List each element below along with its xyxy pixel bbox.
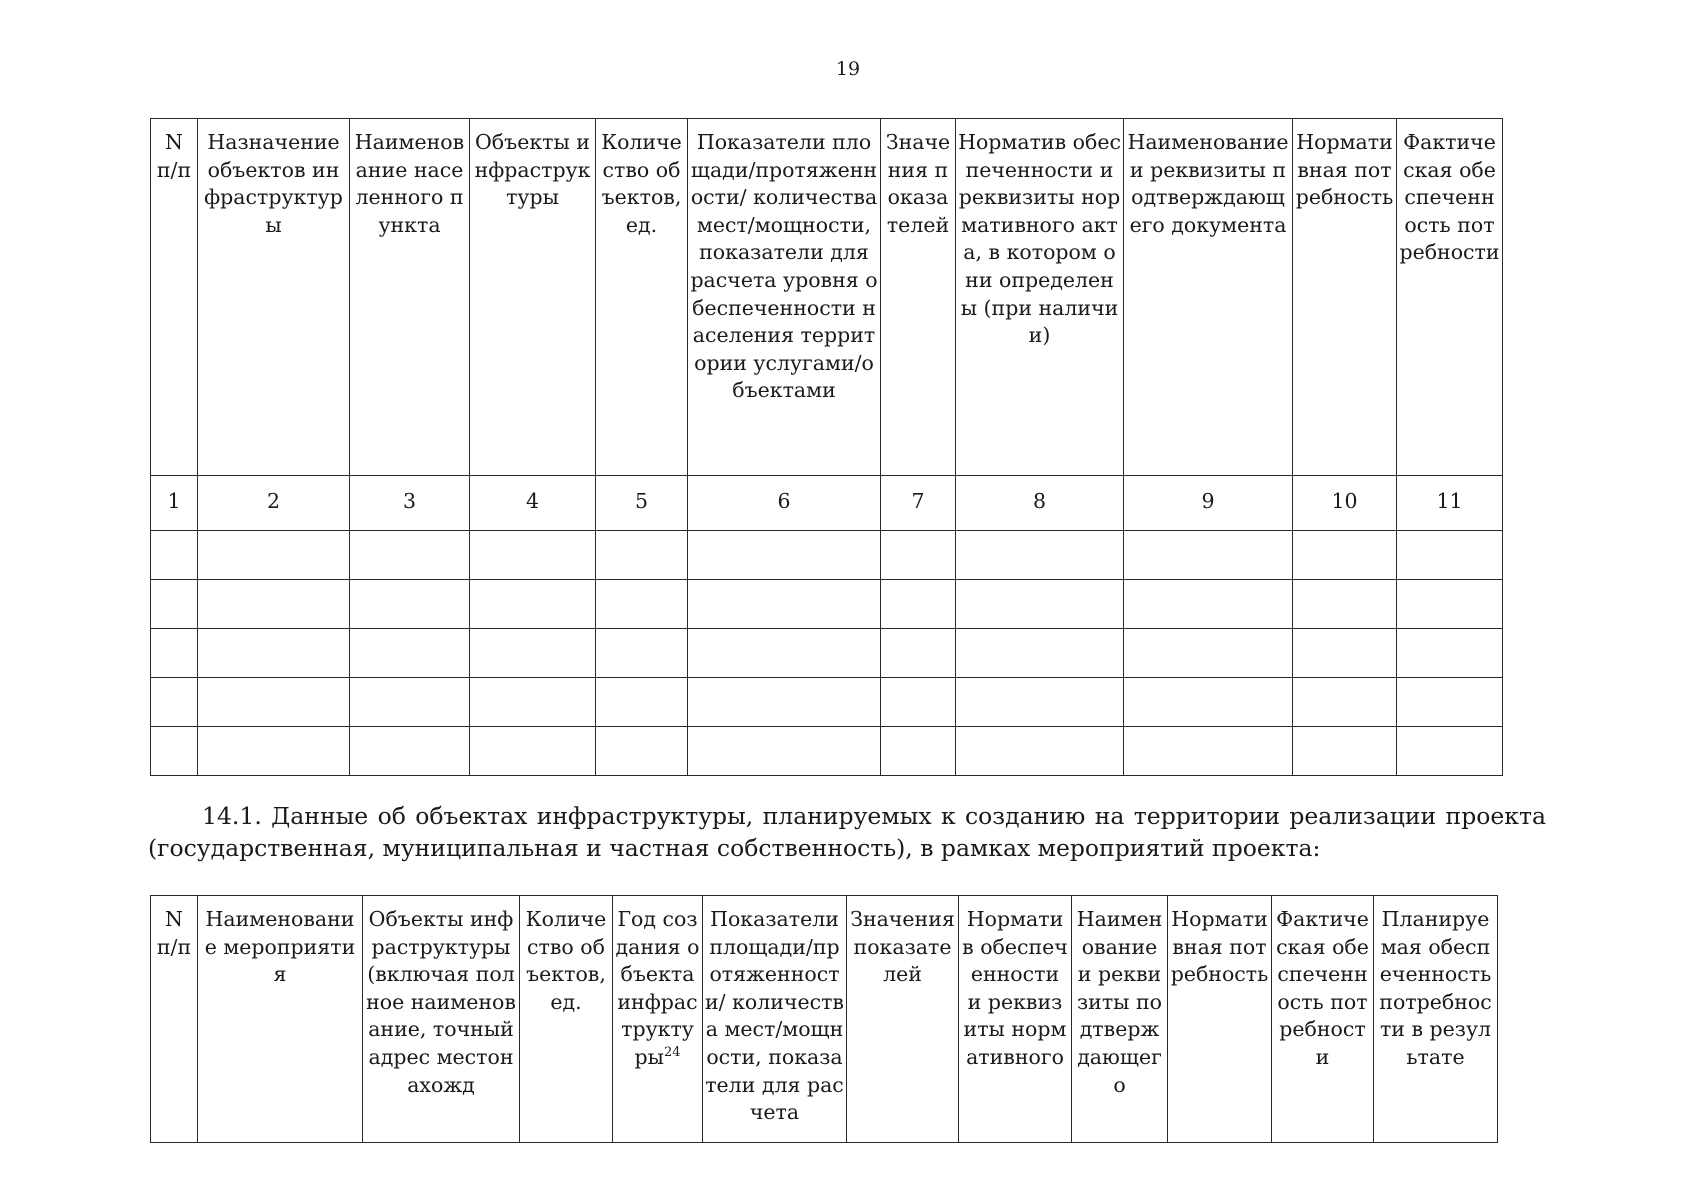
column-number: 5 <box>596 476 688 531</box>
table-row <box>151 580 1503 629</box>
header-cell-indicators: Показатели площади/протяженности/ количества мест/мощности, показатели для расчета <box>703 896 847 1143</box>
table-cell <box>1397 727 1503 776</box>
table-cell <box>1293 629 1397 678</box>
table-cell <box>1397 580 1503 629</box>
header-cell-activity-name: Наименование мероприятия <box>198 896 363 1143</box>
column-number: 3 <box>350 476 470 531</box>
table-cell <box>596 580 688 629</box>
column-number: 11 <box>1397 476 1503 531</box>
table-cell <box>151 727 198 776</box>
table-cell <box>956 678 1124 727</box>
table-cell <box>151 531 198 580</box>
header-cell-document: Наименование и реквизиты подтверждающего документа <box>1124 119 1293 476</box>
page-number: 19 <box>835 58 861 80</box>
table-cell <box>1397 629 1503 678</box>
table-cell <box>956 727 1124 776</box>
table-row <box>151 678 1503 727</box>
table-header-row <box>151 896 1498 1143</box>
header-cell-document: Наименование и реквизиты подтверждающего <box>1072 896 1168 1143</box>
column-number: 9 <box>1124 476 1293 531</box>
header-cell-number: N п/п <box>151 896 198 1143</box>
column-number: 4 <box>470 476 596 531</box>
table-cell <box>881 531 956 580</box>
table-cell <box>470 727 596 776</box>
column-number: 10 <box>1293 476 1397 531</box>
table-cell <box>1293 727 1397 776</box>
infrastructure-table <box>150 118 1503 776</box>
header-cell-actual-provision: Фактическая обеспеченность потребности <box>1397 119 1503 476</box>
table-cell <box>198 580 350 629</box>
table-cell <box>470 531 596 580</box>
table-cell <box>1124 678 1293 727</box>
table-cell <box>1293 531 1397 580</box>
table-cell <box>350 580 470 629</box>
header-cell-creation-year <box>613 896 703 1143</box>
header-cell-values: Значения показателей <box>847 896 959 1143</box>
table-cell <box>1293 678 1397 727</box>
table-cell <box>881 580 956 629</box>
table-cell <box>956 629 1124 678</box>
header-cell-settlement: Наименование населенного пункта <box>350 119 470 476</box>
table-cell <box>881 678 956 727</box>
column-number: 2 <box>198 476 350 531</box>
header-cell-number: N п/п <box>151 119 198 476</box>
column-number: 1 <box>151 476 198 531</box>
table-cell <box>956 580 1124 629</box>
table-cell <box>198 629 350 678</box>
header-cell-normative-need: Нормативная потребность <box>1293 119 1397 476</box>
table-row <box>151 727 1503 776</box>
table-cell <box>1293 580 1397 629</box>
table-cell <box>470 629 596 678</box>
table-cell <box>596 629 688 678</box>
table-cell <box>151 629 198 678</box>
section-paragraph: 14.1. Данные об объектах инфраструктуры, планируемых к созданию на территории реализации проекта (государственная, муниципальная и частная собственность), в рамках мероприятий проекта: <box>148 802 1546 862</box>
table-cell <box>1124 629 1293 678</box>
header-cell-planned-provision: Планируемая обеспеченность потребности в результате <box>1374 896 1498 1143</box>
header-cell-creation-year-text: Год создания объекта инфраструктуры <box>615 907 700 1069</box>
header-cell-objects: Объекты инфраструктуры (включая полное наименование, точный адрес местонахожд <box>363 896 520 1143</box>
table-cell <box>470 580 596 629</box>
table-row <box>151 531 1503 580</box>
planned-infrastructure-table <box>150 895 1498 1143</box>
footnote-mark: 24 <box>663 1045 681 1061</box>
header-cell-actual-provision: Фактическая обеспеченность потребности <box>1272 896 1374 1143</box>
column-number-row <box>151 476 1503 531</box>
table-cell <box>1124 580 1293 629</box>
table-cell <box>688 531 881 580</box>
table-cell <box>350 629 470 678</box>
table-cell <box>350 727 470 776</box>
header-cell-quantity: Количество объектов, ед. <box>520 896 613 1143</box>
header-cell-normative-need: Нормативная потребность <box>1168 896 1272 1143</box>
table-cell <box>688 580 881 629</box>
column-number: 8 <box>956 476 1124 531</box>
table-cell <box>1397 678 1503 727</box>
table-cell <box>881 727 956 776</box>
table-header-row <box>151 119 1503 476</box>
table-cell <box>350 531 470 580</box>
table-cell <box>151 580 198 629</box>
table-cell <box>198 531 350 580</box>
header-cell-purpose: Назначение объектов инфраструктуры <box>198 119 350 476</box>
table-cell <box>470 678 596 727</box>
table-cell <box>688 629 881 678</box>
table-cell <box>198 727 350 776</box>
table-cell <box>1124 531 1293 580</box>
table-row <box>151 629 1503 678</box>
table-cell <box>198 678 350 727</box>
column-number: 6 <box>688 476 881 531</box>
table-cell <box>688 727 881 776</box>
table-cell <box>596 727 688 776</box>
table-cell <box>688 678 881 727</box>
column-number: 7 <box>881 476 956 531</box>
header-cell-normative: Норматив обеспеченности и реквизиты нормативного <box>959 896 1072 1143</box>
table-cell <box>151 678 198 727</box>
table-cell <box>956 531 1124 580</box>
table-cell <box>596 531 688 580</box>
header-cell-values: Значения показателей <box>881 119 956 476</box>
table-cell <box>350 678 470 727</box>
table-cell <box>1397 531 1503 580</box>
header-cell-indicators: Показатели площади/протяженности/ количества мест/мощности, показатели для расчета уровня обеспеченности населения территории услугами/объектами <box>688 119 881 476</box>
header-cell-normative: Норматив обеспеченности и реквизиты нормативного акта, в котором они определены (при наличии) <box>956 119 1124 476</box>
table-cell <box>881 629 956 678</box>
table-cell <box>596 678 688 727</box>
table-cell <box>1124 727 1293 776</box>
header-cell-objects: Объекты инфраструктуры <box>470 119 596 476</box>
header-cell-quantity: Количество объектов, ед. <box>596 119 688 476</box>
